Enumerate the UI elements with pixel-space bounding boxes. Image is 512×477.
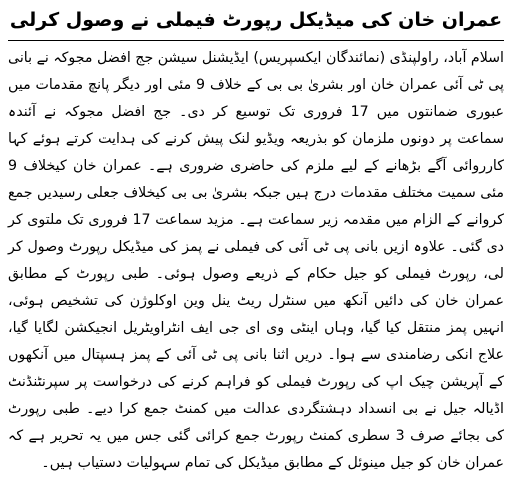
headline-divider [8,40,504,41]
headline: عمران خان کی میڈیکل رپورٹ فیملی نے وصول کرلی [9,9,503,31]
article-body: اسلام آباد، راولپنڈی (نمائندگان ایکسپریس) ایڈیشنل سیشن جج افضل مجوکہ نے بانی پی ٹی آئی عمران خان اور بشریٰ بی بی کے خلاف 9 مئی اور دیگر پانچ مقدمات میں عبوری ضمانتوں میں 17 فروری تک توسیع کر دی۔ جج افضل مجوکہ نے آئندہ سماعت پر دونوں ملزمان کو بذریعہ ویڈیو لنک پیش کرنے کی ہدایت کرتے ہوئے کہا کارروائی آگے بڑھانے کے لیے ملزم کی حاضری ضروری ہے۔ عمران خان کیخلاف 9 مئی سمیت مختلف مقدمات درج ہیں جبکہ بشریٰ بی بی کیخلاف جعلی رسیدیں جمع کروانے کے الزام میں مقدمہ زیر سماعت ہے۔ مزید سماعت 17 فروری تک ملتوی کر دی گئی۔ علاوہ ازیں بانی پی ٹی آئی کی فیملی نے پمز کی میڈیکل رپورٹ وصول کر لی، رپورٹ فیملی کو جیل حکام کے ذریعے وصول ہوئی۔ طبی رپورٹ کے مطابق عمران خان کی دائیں آنکھ میں سنٹرل ریٹ ینل وین اوکلوژن کی تشخیص ہوئی، انہیں پمز منتقل کیا گیا، وہاں اینٹی وی ای جی ایف انٹراویٹریل انجیکشن لگایا گیا، علاج انکی رضامندی سے ہوا۔ دریں اثنا بانی پی ٹی آئی کے پمز ہسپتال میں آنکھوں کے آپریشن چیک اپ کی رپورٹ فیملی کو فراہم کرنے کی درخواست پر سپرنٹنڈنٹ اڈیالہ جیل نے بی انسداد دہشتگردی عدالت میں کمنٹ جمع کرا دیے۔ طبی رپورٹ کی بجائے صرف 3 سطری کمنٹ رپورٹ جمع کرائی گئی جس میں یہ تحریر ہے کہ عمران خان کو جیل مینوئل کے مطابق میڈیکل کی تمام سہولیات دستیاب ہیں۔ [8,50,504,471]
